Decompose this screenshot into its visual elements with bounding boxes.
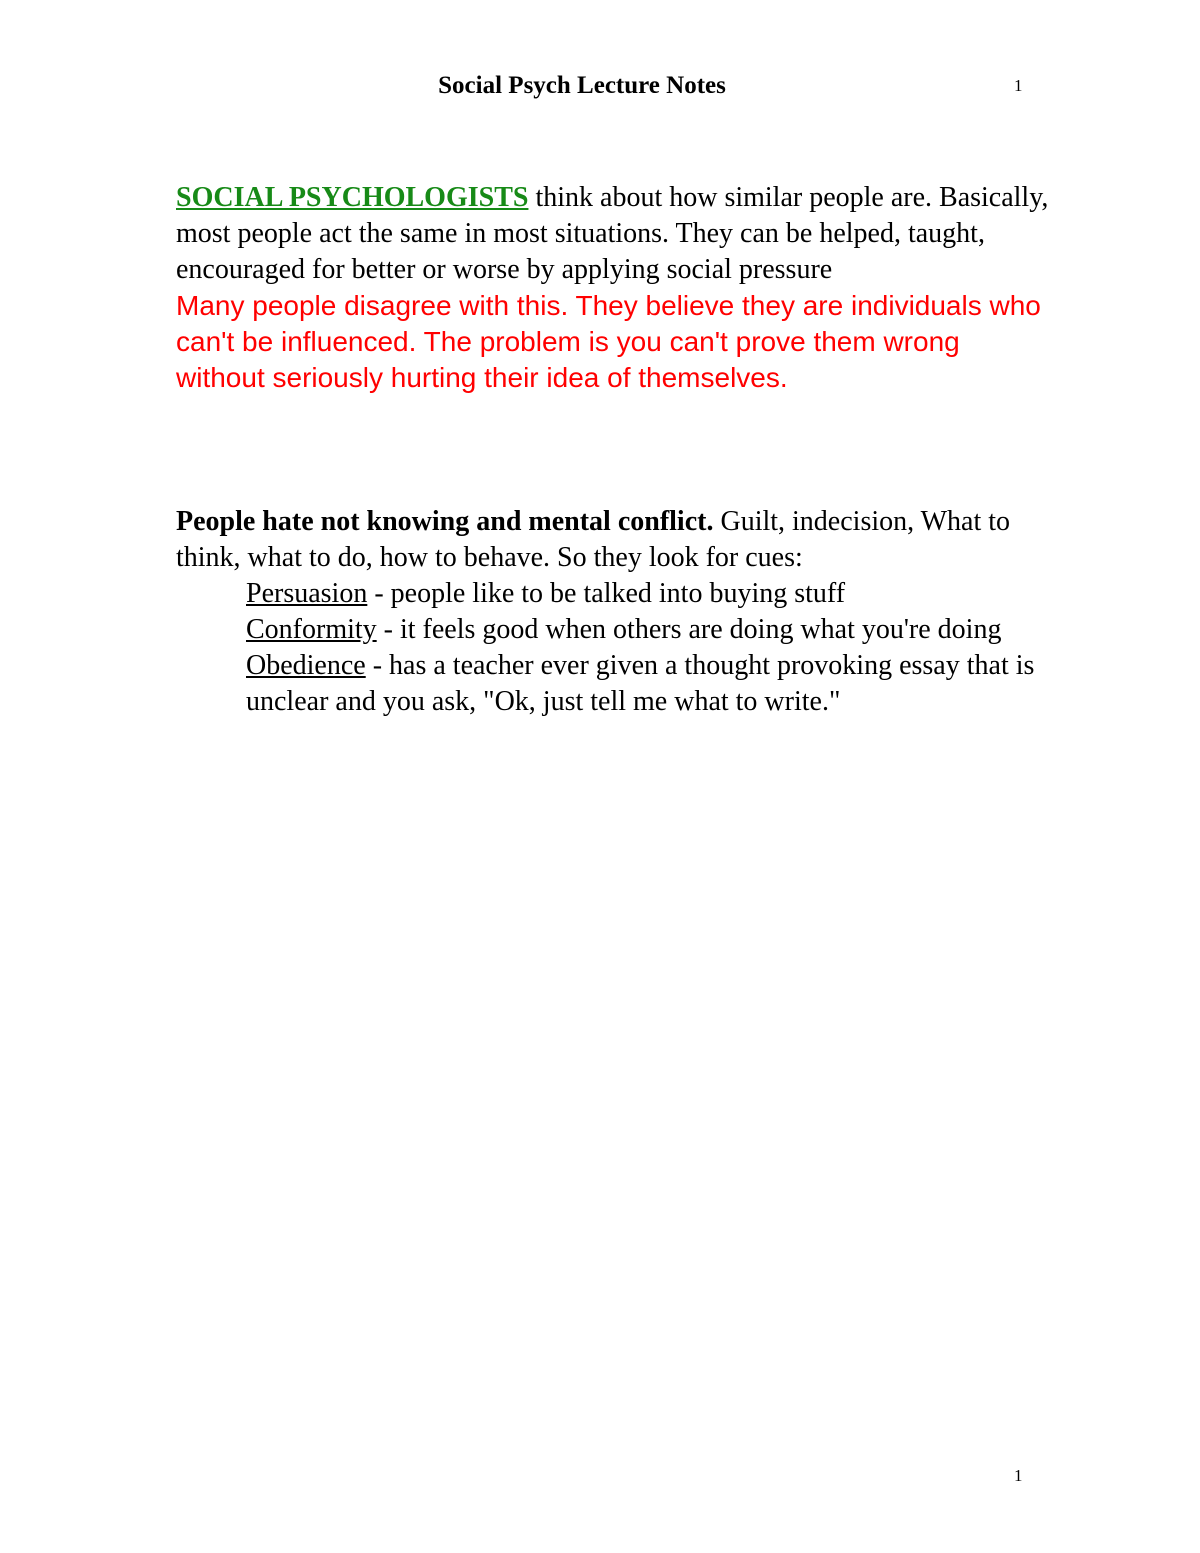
cue-list [176, 576, 1056, 720]
intro-text: think about how similar people are. Basically, most people act the same in most situations. They can be helped, taught, encouraged for better or worse by applying social pressure [176, 182, 1049, 285]
list-item-persuasion [246, 576, 1056, 612]
cue-term: Persuasion [246, 578, 368, 609]
cues-paragraph [176, 504, 1056, 576]
term-social-psychologists: SOCIAL PSYCHOLOGISTS [176, 182, 529, 213]
cues-lead: People hate not knowing and mental conflict. [176, 506, 714, 537]
section-social-psychologists [176, 180, 1056, 396]
list-item-conformity [246, 612, 1056, 648]
page-number-top: 1 [1014, 76, 1023, 95]
cue-text: - it feels good when others are doing what you're doing [376, 614, 1002, 645]
section-cues [176, 504, 1056, 720]
cue-text: - people like to be talked into buying stuff [367, 578, 846, 609]
intro-paragraph [176, 180, 1056, 288]
list-item-obedience [246, 648, 1056, 720]
cue-term: Obedience [246, 650, 366, 681]
page-title: Social Psych Lecture Notes [438, 72, 726, 99]
page-number-bottom: 1 [1014, 1466, 1023, 1485]
cue-term: Conformity [246, 614, 377, 645]
cue-text: - has a teacher ever given a thought provoking essay that is unclear and you ask, "Ok, just tell me what to write." [246, 650, 1035, 717]
cues-text: Guilt, indecision, What to think, what to do, how to behave. So they look for cues: [176, 506, 1011, 573]
disagreement-note: Many people disagree with this. They believe they are individuals who can't be influenced. The problem is you can't prove them wrong without seriously hurting their idea of themselves. [176, 290, 1041, 393]
